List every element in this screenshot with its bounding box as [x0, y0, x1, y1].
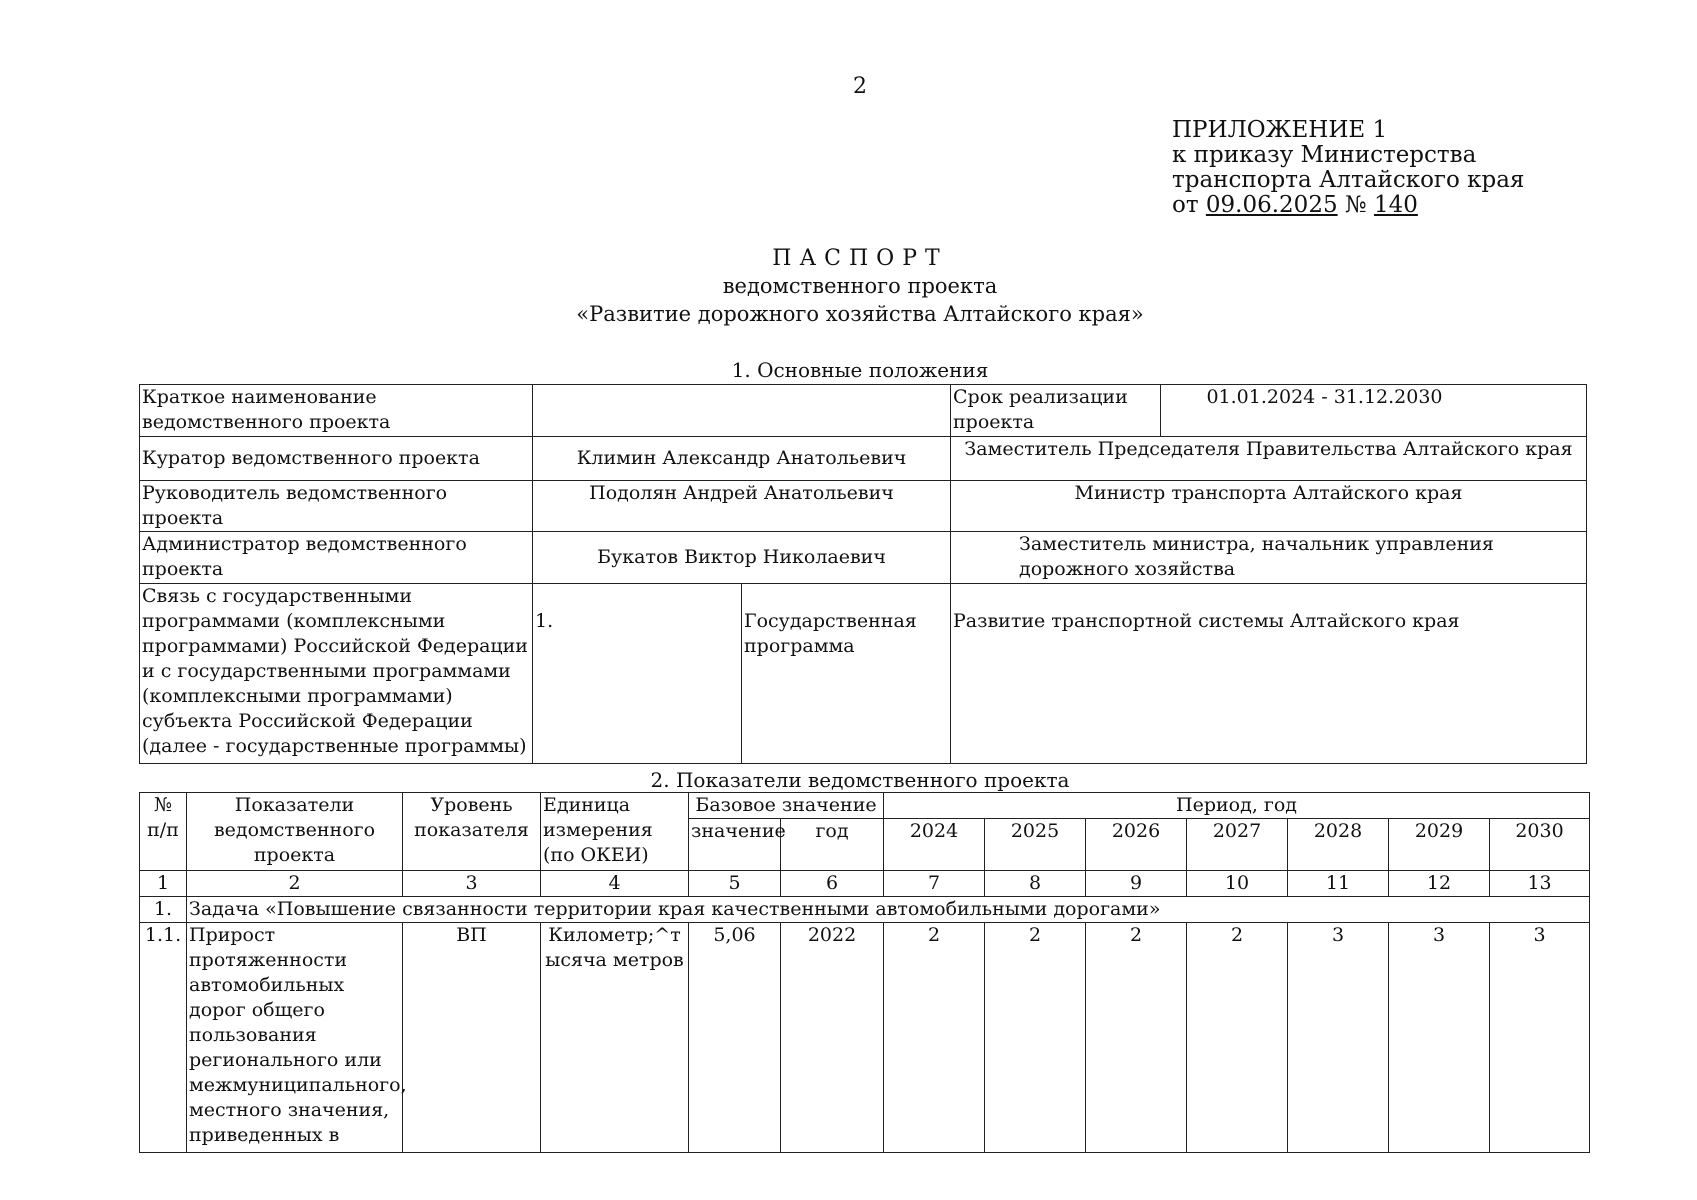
column-number: 5 [689, 871, 781, 897]
header-indicators: Показатели ведомственного проекта [187, 793, 403, 871]
task-number: 1. [140, 897, 187, 923]
year-value: 2 [884, 923, 985, 1153]
header-year: 2029 [1389, 819, 1490, 871]
curator-name: Климин Александр Анатольевич [533, 437, 951, 481]
link-program: Развитие транспортной системы Алтайского края [951, 584, 1587, 764]
indicator-unit: Километр;^тысяча метров [541, 923, 689, 1153]
column-number: 13 [1490, 871, 1590, 897]
section1-heading: 1. Основные положения [731, 358, 989, 382]
appendix-title: ПРИЛОЖЕНИЕ 1 [1172, 117, 1388, 143]
indicator-level: ВП [403, 923, 541, 1153]
admin-label: Администратор ведомственного проекта [140, 532, 533, 584]
appendix-line2: к приказу Министерства [1172, 142, 1477, 168]
document-subtitle: ведомственного проекта [722, 274, 998, 298]
appendix-number: 140 [1373, 192, 1418, 218]
term-label: Срок реализации проекта [951, 385, 1161, 437]
header-year: 2030 [1490, 819, 1590, 871]
link-label: Связь с государственными программами (комплексными программами) Российской Федерации и с государственными программами (комплексными программами) субъекта Российской Федерации (далее - государственные программы) [140, 584, 533, 764]
header-level: Уровень показателя [403, 793, 541, 871]
head-label: Руководитель ведомственного проекта [140, 481, 533, 532]
column-number: 4 [541, 871, 689, 897]
column-number: 7 [884, 871, 985, 897]
header-num: № п/п [140, 793, 187, 871]
column-number: 3 [403, 871, 541, 897]
column-number: 10 [1187, 871, 1288, 897]
appendix-header [1172, 118, 1524, 218]
link-type: Государственная программа [742, 584, 951, 764]
head-name: Подолян Андрей Анатольевич [533, 481, 951, 532]
appendix-date: 09.06.2025 [1205, 192, 1338, 218]
main-provisions-table [139, 384, 1587, 764]
short-name-label: Краткое наименование ведомственного проекта [140, 385, 533, 437]
head-position: Министр транспорта Алтайского края [951, 481, 1587, 532]
indicator-name: Прирост протяженности автомобильных дорог общего пользования регионального или межмуниципального, местного значения, приведенных в [187, 923, 403, 1153]
column-number: 1 [140, 871, 187, 897]
base-value: 5,06 [689, 923, 781, 1153]
short-name-value [533, 385, 951, 437]
header-base: Базовое значение [689, 793, 884, 819]
appendix-line3: транспорта Алтайского края [1172, 167, 1525, 193]
base-year: 2022 [781, 923, 884, 1153]
header-year: 2026 [1086, 819, 1187, 871]
column-number: 12 [1389, 871, 1490, 897]
term-value: 01.01.2024 - 31.12.2030 [1161, 385, 1587, 437]
page-number: 2 [853, 74, 867, 99]
year-value: 3 [1389, 923, 1490, 1153]
curator-label: Куратор ведомственного проекта [140, 437, 533, 481]
column-number: 11 [1288, 871, 1389, 897]
header-base-value: значение [689, 819, 781, 871]
header-year: 2027 [1187, 819, 1288, 871]
header-year: 2028 [1288, 819, 1389, 871]
appendix-no: № [1344, 192, 1367, 218]
project-name: «Развитие дорожного хозяйства Алтайского края» [576, 302, 1144, 326]
curator-position: Заместитель Председателя Правительства Алтайского края [951, 437, 1587, 481]
task-text: Задача «Повышение связанности территории края качественными автомобильными дорогами» [187, 897, 1590, 923]
admin-name: Букатов Виктор Николаевич [533, 532, 951, 584]
section2-heading: 2. Показатели ведомственного проекта [650, 768, 1070, 792]
year-value: 3 [1490, 923, 1590, 1153]
header-unit: Единица измерения (по ОКЕИ) [541, 793, 689, 871]
indicators-table [139, 792, 1590, 1153]
header-year: 2024 [884, 819, 985, 871]
header-year: 2025 [985, 819, 1086, 871]
column-number: 8 [985, 871, 1086, 897]
year-value: 3 [1288, 923, 1389, 1153]
row-number: 1.1. [140, 923, 187, 1153]
document-title: ПАСПОРТ [772, 246, 948, 271]
header-period: Период, год [884, 793, 1590, 819]
year-value: 2 [1086, 923, 1187, 1153]
appendix-order-line [1172, 193, 1524, 218]
column-number: 9 [1086, 871, 1187, 897]
appendix-from: от [1172, 192, 1199, 218]
year-value: 2 [1187, 923, 1288, 1153]
year-value: 2 [985, 923, 1086, 1153]
column-number: 6 [781, 871, 884, 897]
admin-position: Заместитель министра, начальник управления дорожного хозяйства [951, 532, 1587, 584]
link-number: 1. [533, 584, 742, 764]
column-number: 2 [187, 871, 403, 897]
header-base-year: год [781, 819, 884, 871]
